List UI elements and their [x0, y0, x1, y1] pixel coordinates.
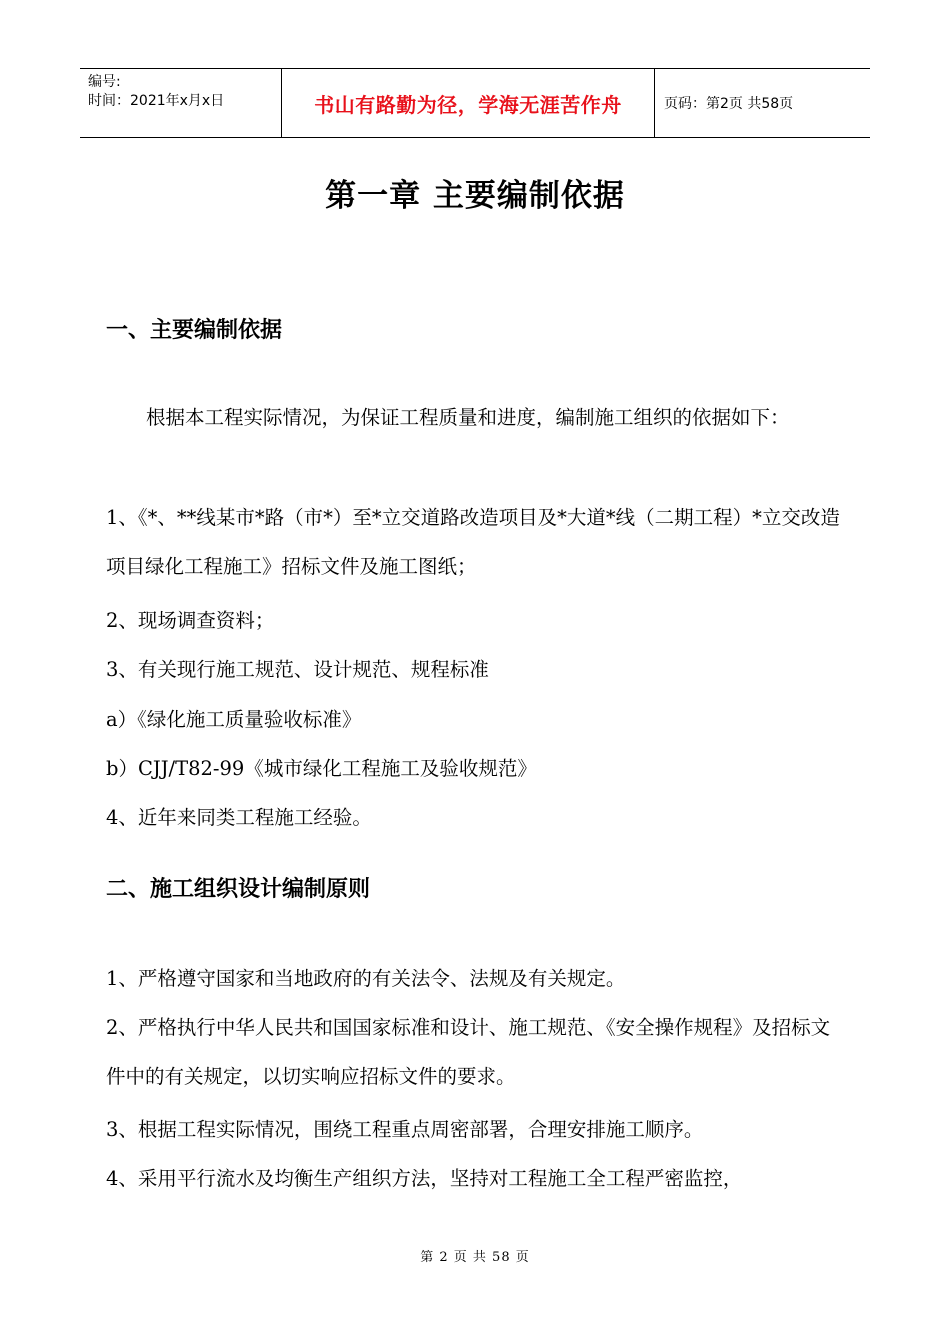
- section2-item-2: 2、严格执行中华人民共和国国家标准和设计、施工规范、《安全操作规程》及招标文件中的有关规定，以切实响应招标文件的要求。: [106, 1016, 831, 1088]
- section1-item-4: 4、近年来同类工程施工经验。: [106, 806, 372, 829]
- number-label: 编号:: [88, 74, 121, 90]
- section1-item-3: 3、有关现行施工规范、设计规范、规程标准: [106, 658, 489, 681]
- section1-item-1: 1、《*、**线某市*路（市*）至*立交道路改造项目及*大道*线（二期工程）*立交改造项目绿化工程施工》招标文件及施工图纸；: [106, 506, 840, 578]
- document-header: [80, 68, 870, 138]
- chapter-title: 第一章 主要编制依据: [325, 178, 625, 214]
- section2-item-1: 1、严格遵守国家和当地政府的有关法令、法规及有关规定。: [106, 967, 626, 990]
- header-motto: 书山有路勤为径，学海无涯苦作舟: [314, 92, 622, 117]
- section1-item-a: a）《绿化施工质量验收标准》: [106, 708, 362, 731]
- time-label: 时间：2021年x月x日: [88, 93, 225, 109]
- header-motto-cell: [282, 69, 655, 137]
- section-heading-1: 一、主要编制依据: [106, 318, 283, 343]
- section1-item-2: 2、现场调查资料；: [106, 609, 275, 632]
- section1-item-b: b）CJJ/T82-99《城市绿化工程施工及验收规范》: [106, 757, 537, 780]
- page-footer: 第 2 页 共 58 页: [420, 1250, 530, 1265]
- section2-item-3: 3、根据工程实际情况，围绕工程重点周密部署，合理安排施工顺序。: [106, 1118, 704, 1141]
- section1-intro: 根据本工程实际情况，为保证工程质量和进度，编制施工组织的依据如下：: [146, 406, 790, 429]
- header-page-info: 页码：第2页 共58页: [664, 96, 794, 112]
- section-heading-2: 二、施工组织设计编制原则: [106, 877, 371, 902]
- section2-item-4: 4、采用平行流水及均衡生产组织方法，坚持对工程施工全工程严密监控，: [106, 1167, 743, 1190]
- header-meta: [80, 69, 282, 137]
